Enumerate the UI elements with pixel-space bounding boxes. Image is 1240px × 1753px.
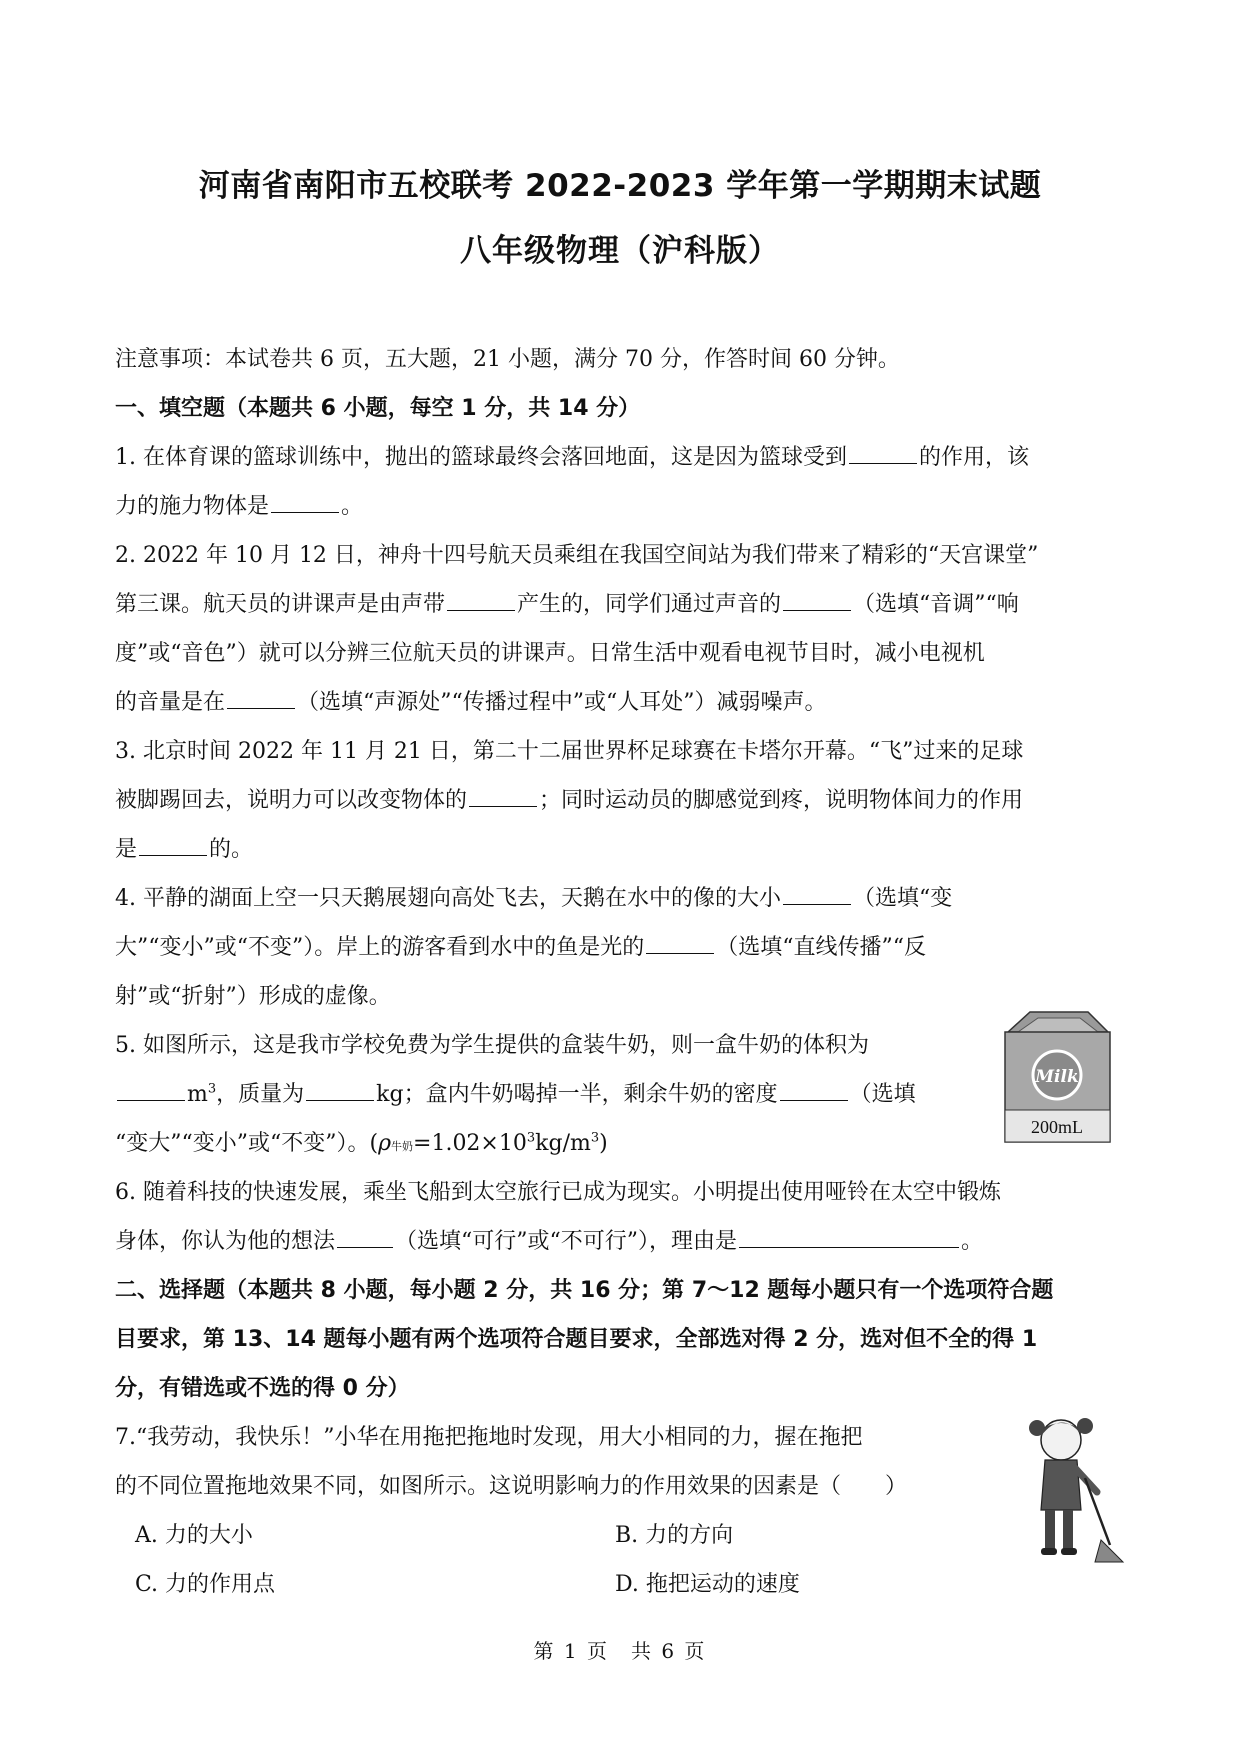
exam-title: 河南省南阳市五校联考 2022-2023 学年第一学期期末试题 — [198, 168, 1042, 204]
q2-text-g: （选填“声源处”“传播过程中”或“人耳处”）减弱噪声。 — [297, 690, 827, 715]
superscript: 3 — [590, 1130, 600, 1146]
answer-blank[interactable] — [849, 435, 917, 464]
q5-text-c: ，质量为 — [216, 1082, 305, 1107]
section2-heading-line3: 分，有错选或不选的得 0 分） — [115, 1376, 410, 1401]
q6-text-d: 。 — [961, 1229, 984, 1254]
answer-blank[interactable] — [780, 1072, 848, 1101]
question-1-line2 — [115, 482, 1125, 531]
rho-symbol: ρ — [378, 1131, 392, 1156]
q5-text-e: （选填 — [849, 1082, 916, 1107]
option-a[interactable]: A. 力的大小 — [135, 1523, 253, 1548]
question-4-line1 — [115, 874, 1125, 923]
q3-text-d: 是 — [115, 837, 138, 862]
question-2-line3: 度”或“音色”）就可以分辨三位航天员的讲课声。日常生活中观看电视节目时，减小电视机 — [115, 641, 985, 666]
exam-subtitle: 八年级物理（沪科版） — [460, 233, 780, 269]
answer-blank[interactable] — [306, 1072, 374, 1101]
q5-text-f: “变大”“变小”或“不变”）。( — [115, 1131, 379, 1156]
answer-blank[interactable] — [337, 1219, 393, 1248]
question-7-options-row1 — [115, 1511, 1125, 1560]
question-3-line2 — [115, 776, 1125, 825]
leg-right — [1063, 1510, 1073, 1550]
q3-text-e: 的。 — [209, 837, 254, 862]
milk-logo-text: Milk — [1035, 1067, 1079, 1087]
q6-text-c: （选填“可行”或“不可行”），理由是 — [395, 1229, 738, 1254]
question-7-line2: 的不同位置拖地效果不同，如图所示。这说明影响力的作用效果的因素是（ ） — [115, 1474, 908, 1499]
question-7-options-row2 — [115, 1560, 1125, 1609]
girl-mopping-figure — [1015, 1400, 1125, 1565]
answer-blank[interactable] — [646, 925, 714, 954]
option-d[interactable]: D. 拖把运动的速度 — [615, 1572, 800, 1597]
q4-text-c: 大”“变小”或“不变”）。岸上的游客看到水中的鱼是光的 — [115, 935, 645, 960]
question-3-line3 — [115, 825, 1125, 874]
answer-blank[interactable] — [447, 582, 515, 611]
shoe-left — [1041, 1548, 1057, 1555]
question-1-line1 — [115, 433, 1125, 482]
question-5-line2 — [115, 1070, 1125, 1119]
head — [1041, 1420, 1081, 1460]
section1-heading: 一、填空题（本题共 6 小题，每空 1 分，共 14 分） — [115, 396, 641, 421]
q5-text-d: kg；盒内牛奶喝掉一半，剩余牛奶的密度 — [376, 1082, 778, 1107]
notice: 注意事项：本试卷共 6 页，五大题，21 小题，满分 70 分，作答时间 60 分钟。 — [115, 347, 900, 372]
q1-text-c: 力的施力物体是 — [115, 494, 270, 519]
q5-text-h: kg/m — [535, 1131, 591, 1156]
option-b[interactable]: B. 力的方向 — [615, 1523, 734, 1548]
question-2-line4 — [115, 678, 1125, 727]
question-2-line1: 2. 2022 年 10 月 12 日，神舟十四号航天员乘组在我国空间站为我们带来了精彩的“天宫课堂” — [115, 543, 1039, 568]
q1-text-d: 。 — [341, 494, 364, 519]
milk-volume-label: 200mL — [1031, 1117, 1083, 1137]
section2-heading-line2: 目要求，第 13、14 题每小题有两个选项符合题目要求，全部选对得 2 分，选对但不全的得 1 — [115, 1327, 1038, 1352]
answer-blank[interactable] — [271, 484, 339, 513]
question-3-line1: 3. 北京时间 2022 年 11 月 21 日，第二十二届世界杯足球赛在卡塔尔开幕。“飞”过来的足球 — [115, 739, 1024, 764]
option-c[interactable]: C. 力的作用点 — [135, 1572, 276, 1597]
q4-text-d: （选填“直线传播”“反 — [716, 935, 926, 960]
q5-text-g: =1.02×10 — [413, 1131, 527, 1156]
q2-text-f: 的音量是在 — [115, 690, 226, 715]
answer-blank[interactable] — [469, 778, 537, 807]
q4-text-a: 4. 平静的湖面上空一只天鹅展翅向高处飞去，天鹅在水中的像的大小 — [115, 886, 781, 911]
q2-text-d: （选填“音调”“响 — [853, 592, 1019, 617]
leg-left — [1045, 1510, 1055, 1550]
answer-blank[interactable] — [739, 1219, 959, 1248]
shoe-right — [1061, 1548, 1077, 1555]
answer-blank[interactable] — [227, 680, 295, 709]
unit-m: m — [187, 1082, 208, 1107]
question-7-line1: 7.“我劳动，我快乐！”小华在用拖把拖地时发现，用大小相同的力，握在拖把 — [115, 1425, 863, 1450]
page-footer: 第 1 页 共 6 页 — [533, 1639, 707, 1663]
answer-blank[interactable] — [117, 1072, 185, 1101]
q6-text-b: 身体，你认为他的想法 — [115, 1229, 336, 1254]
q4-text-b: （选填“变 — [853, 886, 953, 911]
answer-blank[interactable] — [783, 876, 851, 905]
exam-body — [115, 335, 1125, 1609]
q2-text-b: 第三课。航天员的讲课声是由声带 — [115, 592, 446, 617]
superscript: 3 — [526, 1130, 536, 1146]
q3-text-b: 被脚踢回去，说明力可以改变物体的 — [115, 788, 468, 813]
question-5-line3 — [115, 1119, 1125, 1168]
question-2-line2 — [115, 580, 1125, 629]
question-6-line2 — [115, 1217, 1125, 1266]
q1-text-b: 的作用，该 — [919, 445, 1030, 470]
milk-carton-figure — [1000, 1010, 1115, 1145]
superscript: 3 — [207, 1081, 217, 1097]
q3-text-c: ；同时运动员的脚感觉到疼，说明物体间力的作用 — [539, 788, 1024, 813]
q2-text-c: 产生的，同学们通过声音的 — [517, 592, 782, 617]
question-5-line1: 5. 如图所示，这是我市学校免费为学生提供的盒装牛奶，则一盒牛奶的体积为 — [115, 1033, 869, 1058]
answer-blank[interactable] — [783, 582, 851, 611]
rho-subscript: 牛奶 — [391, 1140, 414, 1153]
question-6-line1: 6. 随着科技的快速发展，乘坐飞船到太空旅行已成为现实。小明提出使用哑铃在太空中锻炼 — [115, 1180, 1001, 1205]
q5-text-i: ) — [599, 1131, 608, 1156]
answer-blank[interactable] — [139, 827, 207, 856]
question-4-line2 — [115, 923, 1125, 972]
q1-text-a: 1. 在体育课的篮球训练中，抛出的篮球最终会落回地面，这是因为篮球受到 — [115, 445, 847, 470]
section2-heading-line1: 二、选择题（本题共 8 小题，每小题 2 分，共 16 分；第 7～12 题每小题只有一个选项符合题 — [115, 1278, 1054, 1303]
question-4-line3: 射”或“折射”）形成的虚像。 — [115, 984, 391, 1009]
